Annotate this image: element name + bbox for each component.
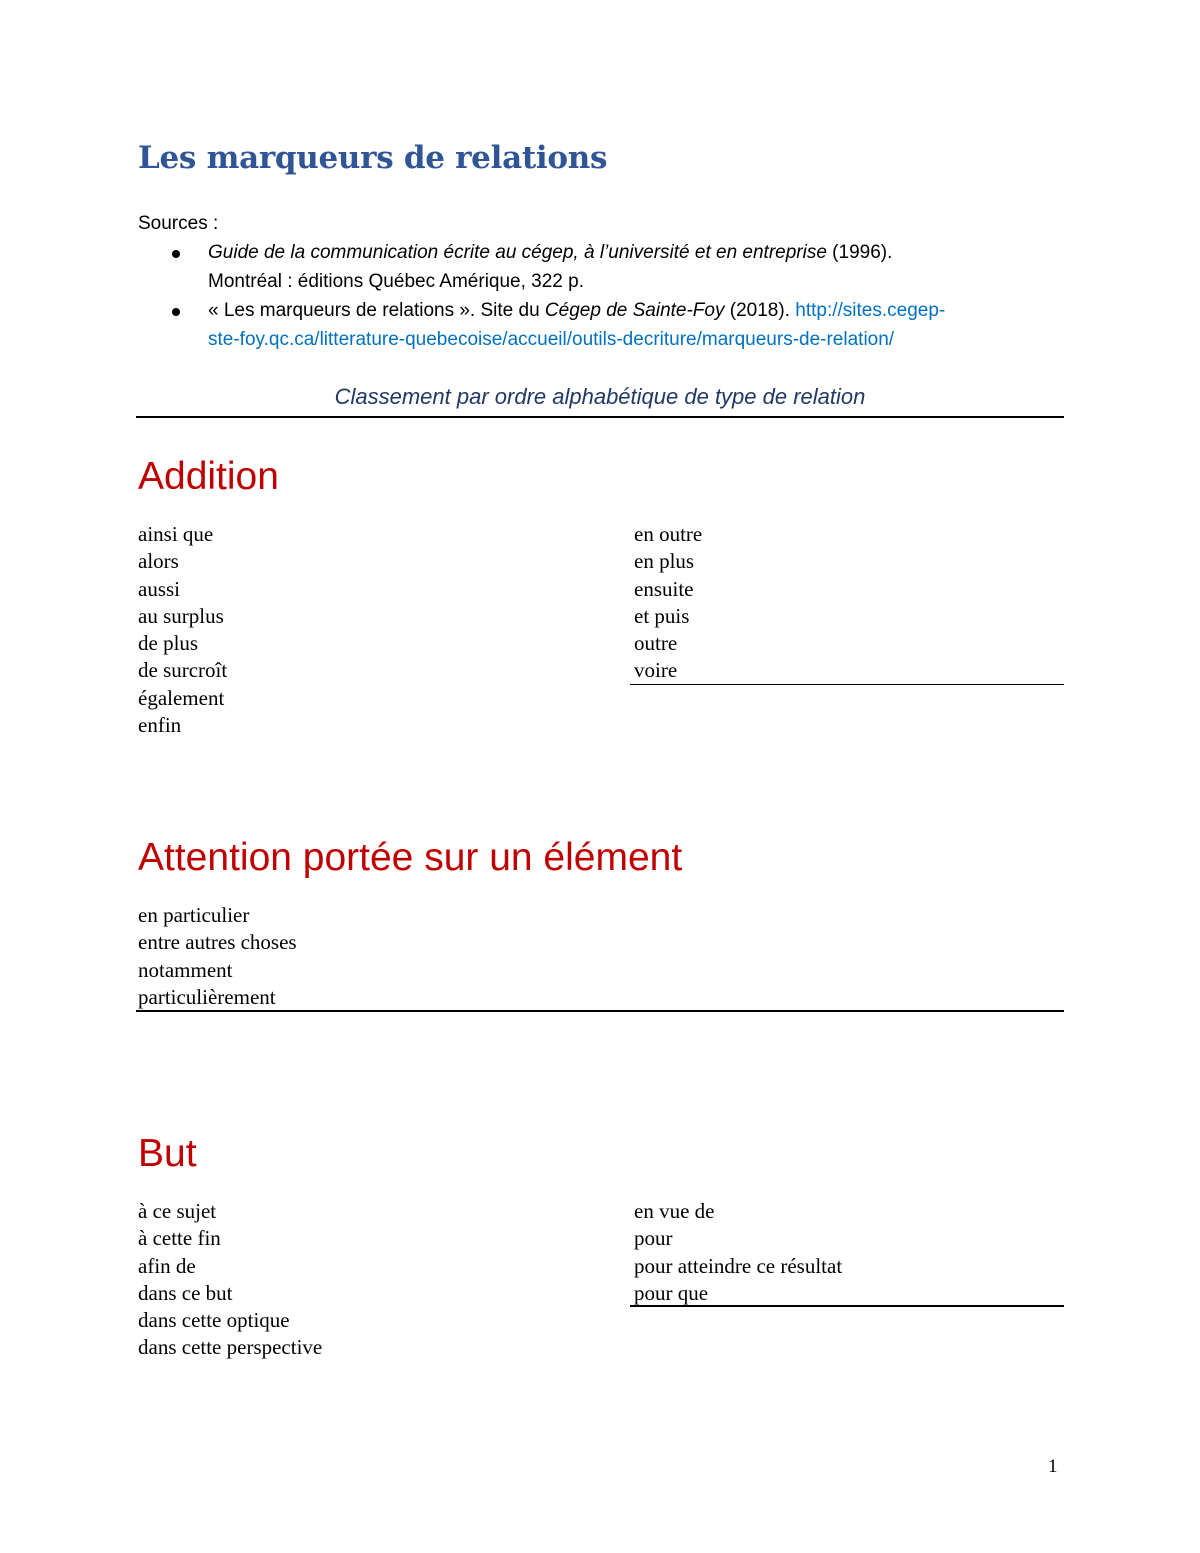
source-title-italic: Guide de la communication écrite au cégep, à l’université et en entreprise — [208, 242, 827, 263]
attention-column-1 — [138, 902, 297, 1011]
marker-item: ainsi que — [138, 522, 214, 546]
source-article-title: « Les marqueurs de relations ». Site du — [208, 300, 545, 321]
marker-item: à ce sujet — [138, 1199, 217, 1223]
bullet-icon — [172, 308, 180, 316]
marker-item: en vue de — [634, 1199, 715, 1223]
marker-item: à cette fin — [138, 1226, 221, 1251]
sources-block — [138, 209, 1068, 354]
source-item-website — [138, 296, 1068, 354]
but-column-2 — [634, 1198, 842, 1307]
attention-divider — [136, 1010, 1064, 1012]
but-column-1 — [138, 1198, 322, 1362]
marker-item: particulièrement — [138, 984, 276, 1009]
section-heading-attention: Attention portée sur un élément — [138, 836, 683, 879]
marker-item: afin de — [138, 1253, 196, 1278]
marker-item: de surcroît — [138, 658, 228, 683]
marker-item: enfin — [138, 713, 182, 738]
marker-item: pour — [634, 1226, 673, 1251]
marker-item: pour que — [634, 1280, 709, 1305]
marker-item: en plus — [634, 549, 695, 574]
source-item-guide — [138, 238, 1068, 296]
marker-item: en outre — [634, 522, 703, 546]
source-site-year: (2018). — [724, 300, 796, 321]
source-url-part2: ste-foy.qc.ca/litterature-quebecoise/accueil/outils-decriture/marqueurs-de-relation/ — [208, 329, 895, 350]
but-divider — [630, 1305, 1064, 1307]
addition-column-2 — [634, 521, 702, 685]
source-url-part1: http://sites.cegep- — [795, 300, 946, 321]
marker-item: en particulier — [138, 903, 250, 927]
page-number: 1 — [1048, 1456, 1058, 1477]
page-title: Les marqueurs de relations — [138, 140, 608, 176]
source-year: (1996). — [826, 242, 893, 263]
marker-item: voire — [634, 658, 678, 683]
addition-divider — [630, 684, 1064, 685]
header-divider — [136, 416, 1064, 418]
source-publisher: Montréal : éditions Québec Amérique, 322 p. — [208, 271, 585, 292]
marker-item: ensuite — [634, 576, 694, 601]
addition-column-1 — [138, 521, 227, 739]
marker-item: également — [138, 685, 225, 710]
marker-item: alors — [138, 549, 179, 574]
marker-item: de plus — [138, 631, 199, 656]
section-heading-but: But — [138, 1132, 197, 1175]
marker-item: et puis — [634, 603, 690, 628]
marker-item: dans cette optique — [138, 1308, 290, 1333]
marker-item: dans ce but — [138, 1280, 233, 1305]
sources-list — [138, 238, 1068, 354]
sources-label: Sources : — [138, 213, 219, 234]
marker-item: notamment — [138, 957, 233, 982]
marker-item: dans cette perspective — [138, 1335, 323, 1360]
source-site-name: Cégep de Sainte-Foy — [544, 300, 725, 321]
classement-subtitle: Classement par ordre alphabétique de type de relation — [334, 384, 866, 409]
marker-item: outre — [634, 631, 678, 656]
marker-item: aussi — [138, 576, 180, 601]
marker-item: au surplus — [138, 603, 224, 628]
section-heading-addition: Addition — [138, 455, 279, 498]
marker-item: pour atteindre ce résultat — [634, 1253, 843, 1278]
bullet-icon — [172, 250, 180, 258]
marker-item: entre autres choses — [138, 930, 297, 955]
